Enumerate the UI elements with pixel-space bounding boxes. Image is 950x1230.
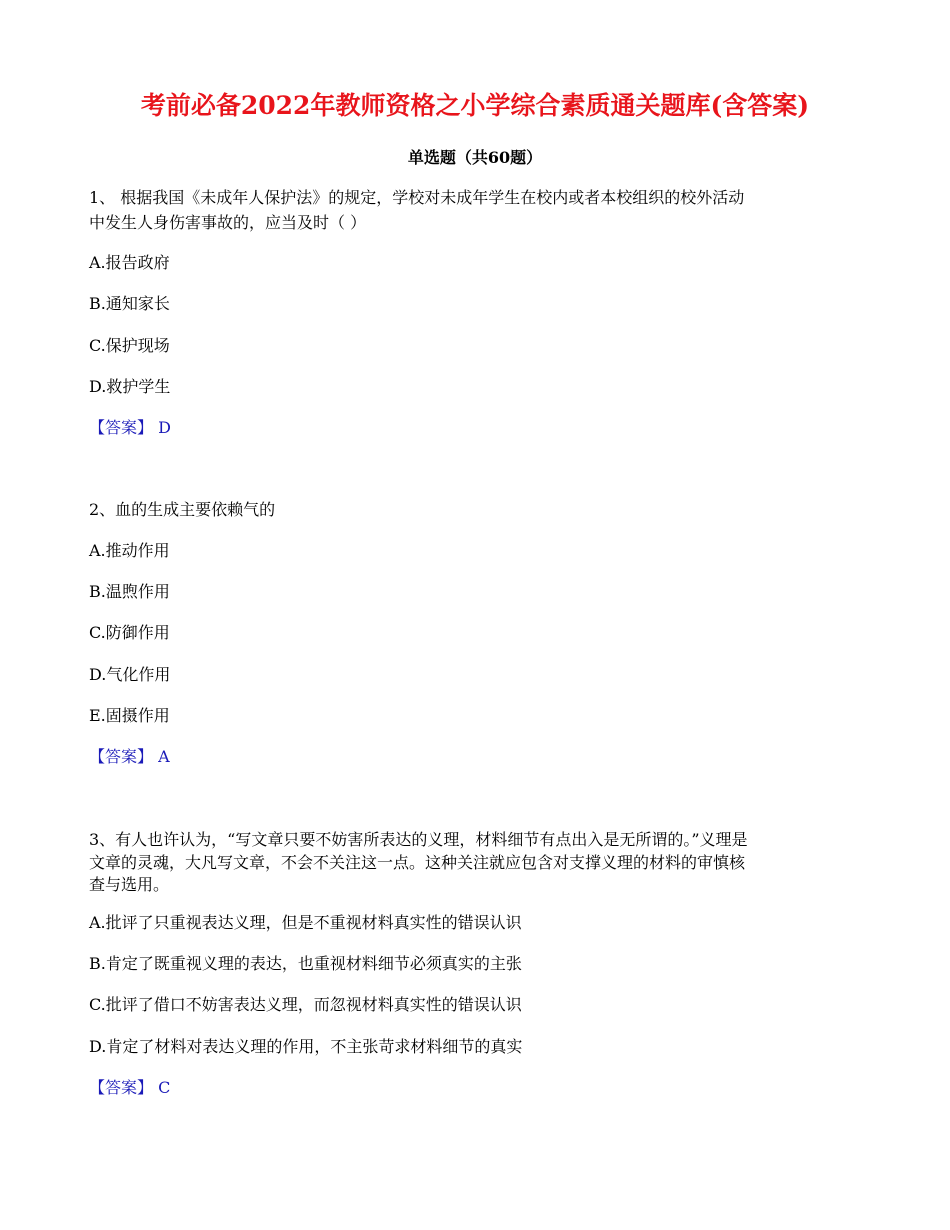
question-2-option-d: D.气化作用 [89,665,171,684]
question-1-option-b: B.通知家长 [89,294,170,313]
question-3-option-b: B.肯定了既重视义理的表达，也重视材料细节必须真实的主张 [89,954,522,973]
question-1-stem-line-2: 中发生人身伤害事故的，应当及时（ ） [89,213,367,232]
question-2-option-c: C.防御作用 [89,623,170,642]
question-2-answer: 【答案】 A [89,747,170,766]
document-title: 考前必备2022年教师资格之小学综合素质通关题库(含答案) [140,91,810,120]
question-3-stem-line-1: 3、有人也许认为，“写文章只要不妨害所表达的义理，材料细节有点出入是无所谓的。”义理是 [89,830,748,849]
question-1-option-c: C.保护现场 [89,336,170,355]
question-3-option-a: A.批评了只重视表达义理，但是不重视材料真实性的错误认识 [89,913,522,932]
question-3-option-c: C.批评了借口不妨害表达义理，而忽视材料真实性的错误认识 [89,995,522,1014]
question-3-option-d: D.肯定了材料对表达义理的作用，不主张苛求材料细节的真实 [89,1037,523,1056]
question-2-stem-line-1: 2、血的生成主要依赖气的 [89,500,276,519]
question-1-option-d: D.救护学生 [89,377,171,396]
question-2-option-a: A.推动作用 [89,541,170,560]
question-1-stem-line-1: 1、 根据我国《未成年人保护法》的规定，学校对未成年学生在校内或者本校组织的校外活动 [89,188,745,207]
question-2-option-e: E.固摄作用 [89,706,170,725]
question-3-stem-line-2: 文章的灵魂，大凡写文章，不会不关注这一点。这种关注就应包含对支撑义理的材料的审慎核 [89,853,746,872]
question-3-stem-line-3: 查与选用。 [89,875,170,894]
question-1-option-a: A.报告政府 [89,253,170,272]
question-3-answer: 【答案】 C [89,1078,171,1097]
question-1-answer: 【答案】 D [89,418,171,437]
question-2-option-b: B.温煦作用 [89,582,170,601]
section-heading: 单选题（共60题） [407,148,543,167]
